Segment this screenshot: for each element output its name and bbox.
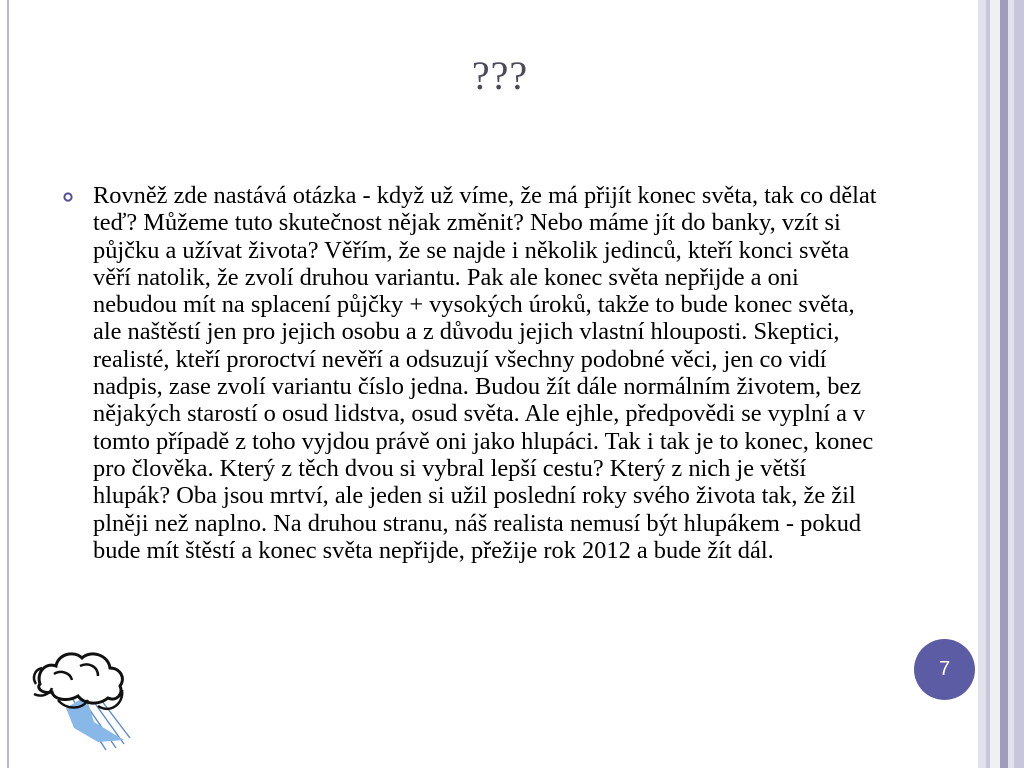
stripe xyxy=(990,0,1000,768)
right-decorative-stripes xyxy=(978,0,1024,768)
stripe xyxy=(978,0,986,768)
slide-title: ??? xyxy=(471,53,529,98)
slide-content xyxy=(62,182,882,564)
circle-bullet-icon xyxy=(63,192,73,202)
storm-cloud-icon xyxy=(28,644,138,754)
stripe xyxy=(1000,0,1008,768)
page-number-badge: 7 xyxy=(914,639,975,700)
left-border-line xyxy=(7,0,9,768)
bullet-item xyxy=(62,182,882,564)
stripe xyxy=(1014,0,1024,768)
bullet-text: Rovněž zde nastává otázka - když už víme, že má přijít konec světa, tak co dělat teď? Můžeme tuto skutečnost nějak změnit? Nebo máme jít do banky, vzít si půjčku a užívat života? Věřím, že se najde i několik jedinců, kteří konci světa věří natolik, že zvolí druhou variantu. Pak ale konec světa nepřijde a oni nebudou mít na splacení půjčky + vysokých úroků, takže to bude konec světa, ale naštěstí jen pro jejich osobu a z důvodu jejich vlastní hlouposti. Skeptici, realisté, kteří proroctví nevěří a odsuzují všechny podobné věci, jen co vidí nadpis, zase zvolí variantu číslo jedna. Budou žít dále normálním životem, bez nějakých starostí o osud lidstva, osud světa. Ale ejhle, předpovědi se vyplní a v tomto případě z toho vyjdou právě oni jako hlupáci. Tak i tak je to konec, konec pro člověka. Který z těch dvou si vybral lepší cestu? Který z nich je větší hlupák? Oba jsou mrtví, ale jeden si užil poslední roky svého života tak, že žil plněji než naplno. Na druhou stranu, náš realista nemusí být hlupákem - pokud bude mít štěstí a konec světa nepřijde, přežije rok 2012 a bude žít dál. xyxy=(93,182,877,564)
